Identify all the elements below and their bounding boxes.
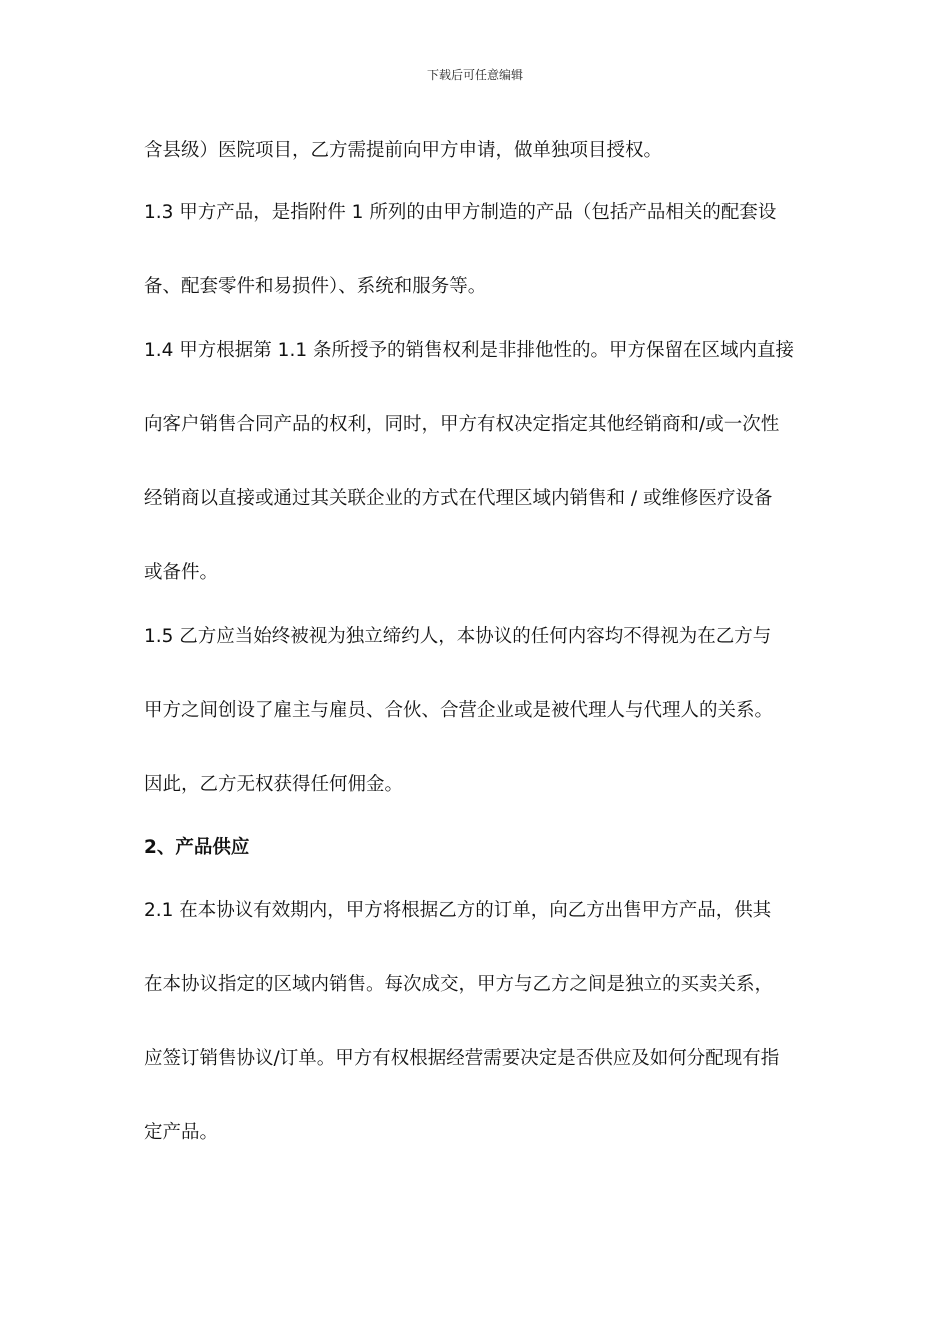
paragraph-line: 含县级）医院项目，乙方需提前向甲方申请，做单独项目授权。	[144, 140, 663, 161]
paragraph-line: 甲方之间创设了雇主与雇员、合伙、合营企业或是被代理人与代理人的关系。	[144, 700, 774, 721]
paragraph-line: 1.5 乙方应当始终被视为独立缔约人，本协议的任何内容均不得视为在乙方与	[144, 626, 772, 647]
paragraph-line: 备、配套零件和易损件）、系统和服务等。	[144, 276, 487, 297]
paragraph-line: 定产品。	[144, 1122, 219, 1143]
paragraph-line: 因此，乙方无权获得任何佣金。	[144, 774, 404, 795]
paragraph-line: 1.3 甲方产品，是指附件 1 所列的由甲方制造的产品（包括产品相关的配套设	[144, 202, 777, 223]
paragraph-line: 2.1 在本协议有效期内，甲方将根据乙方的订单，向乙方出售甲方产品，供其	[144, 900, 772, 921]
paragraph-line: 在本协议指定的区域内销售。每次成交，甲方与乙方之间是独立的买卖关系，	[144, 974, 774, 995]
page-header: 下载后可任意编辑	[426, 68, 523, 82]
paragraph-line: 向客户销售合同产品的权利，同时，甲方有权决定指定其他经销商和/或一次性	[144, 414, 780, 435]
paragraph-line: 应签订销售协议/订单。甲方有权根据经营需要决定是否供应及如何分配现有指	[144, 1048, 780, 1069]
section-heading: 2、产品供应	[144, 837, 250, 858]
paragraph-line: 或备件。	[144, 562, 219, 583]
paragraph-line: 经销商以直接或通过其关联企业的方式在代理区域内销售和 / 或维修医疗设备	[144, 488, 773, 509]
paragraph-line: 1.4 甲方根据第 1.1 条所授予的销售权利是非排他性的。甲方保留在区域内直接	[144, 340, 794, 361]
